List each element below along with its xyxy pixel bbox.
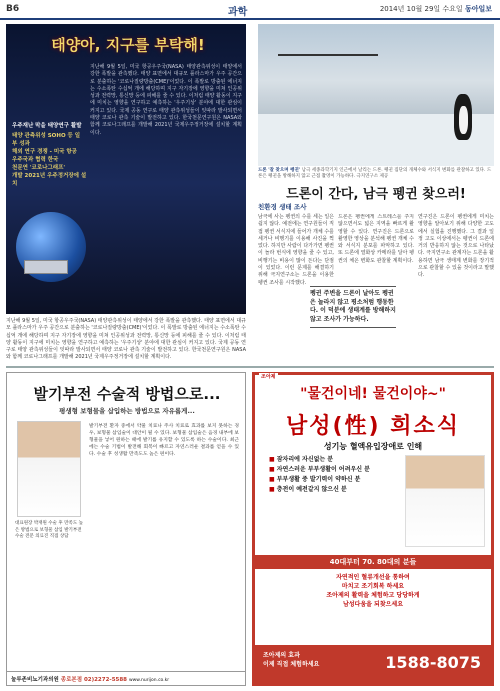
sidebox-line: 부 성과 bbox=[12, 141, 30, 147]
clinic-name: 눌루존비뇨기과의원 bbox=[11, 677, 59, 683]
ad2-bullet: ■ 충전이 예전같지 않으신 분 bbox=[269, 485, 399, 495]
ad-subhead: 평생형 보형물을 삽입하는 방법으로 자유롭게... bbox=[59, 407, 195, 415]
ad2-bullet: ■ 부부생활 중 발기력이 약하신 분 bbox=[269, 475, 399, 485]
space-article-continued: 지난해 9월 5일, 미국 항공우주국(NASA) 태양관측위성이 태양에서 강한 폭발을 관측했다. 태양 표면에서 대규모 플라스마가 우주 공간으로 분출하는 '코로나질량방출(CME)'이었다. 이 폭발로 방출된 에너지는 수소폭탄 수십억 개에 해당하며 지구 자기장에 영향을 미쳐 인공위성과 전력망, 통신망 등에 피해를 줄 수 있다. 이처럼 태양 활동이 지구에 미치는 영향을 연구하고 예측하는 '우주기상' 분야에 대한 관심이 커지고 있다. 국제 공동 연구로 태양 관측위성들이 잇따라 발사되면서 태양 코로나 관측 기술이 발전하고 있다. 한국천문연구원은 NASA와 함께 코로나그래프를 개발해 2021년 국제우주정거장에 설치할 계획이다. bbox=[6, 318, 246, 361]
clinic-advertisement bbox=[6, 372, 246, 686]
drone-article-column-2: 드론은 펭귄에게 스트레스를 주지 않으면서도 넓은 지역을 빠르게 촬영할 수 있다. 연구진은 드론으로 촬영한 영상을 분석해 펭귄 개체 수와 서식지 분포를 파악하고 있다. 또 드론에 열화상 카메라를 달아 펭귄의 체온 변화도 관찰할 계획이다. bbox=[338, 214, 414, 264]
ad2-bottom-text bbox=[263, 651, 319, 669]
space-article-title: 태양아, 지구를 부탁해! bbox=[51, 36, 205, 54]
drone-article-headline: 드론이 간다, 남극 펭귄 찾으러! bbox=[286, 187, 466, 202]
ad-doctor-caption: 대표원장 박재원 수술 후 만족도 높은 방법으로 보형물 삽입 발기부전 수술 전문 의료진 직접 상담 bbox=[15, 521, 84, 539]
space-article-body: 지난해 9월 5일, 미국 항공우주국(NASA) 태양관측위성이 태양에서 강한 폭발을 관측했다. 태양 표면에서 대규모 플라스마가 우주 공간으로 분출하는 '코로나질량방출(CME)'이었다. 이 폭발로 방출된 에너지는 수소폭탄 수십억 개에 해당하며 지구 자기장에 영향을 미쳐 인공위성과 전력망, 통신망 등에 피해를 줄 수 있다. 이처럼 태양 활동이 지구에 미치는 영향을 연구하고 예측하는 '우주기상' 분야에 대한 관심이 커지고 있다. 국제 공동 연구로 태양 관측위성들이 잇따라 발사되면서 태양 코로나 관측 기술이 발전하고 있다. 한국천문연구원은 NASA와 함께 코로나그래프를 개발해 2021년 국제우주정거장에 설치할 계획이다. bbox=[90, 64, 242, 136]
ad2-brand-tag: 조아제 bbox=[261, 374, 276, 380]
ad-footer bbox=[7, 671, 245, 685]
section-title: 과학 bbox=[228, 7, 248, 18]
issue-date bbox=[380, 4, 492, 14]
photo-caption bbox=[258, 168, 494, 180]
doctor-photo bbox=[17, 421, 81, 517]
drone-article-column-3: 연구진은 드론이 펭귄에게 미치는 영향을 알아보기 위해 다양한 고도에서 실험을 진행했다. 그 결과 일정 고도 이상에서는 펭귄이 드론에 거의 반응하지 않는 것으로 나타났다. 극지연구소 관계자는 드론을 활용하면 남극 생태계 변화를 장기적으로 관찰할 수 있을 것이라고 말했다. bbox=[418, 214, 494, 279]
sidebox-heading: 우주재난 막을 태양연구 활발 bbox=[12, 123, 82, 129]
space-article-sidebox bbox=[12, 122, 88, 188]
satellite-illustration bbox=[24, 260, 68, 274]
publication-brand: 동아일보 bbox=[464, 5, 492, 13]
page-header bbox=[0, 0, 500, 20]
clinic-phone: 02)2272-5588 bbox=[83, 677, 128, 683]
ad2-bullet: ■ 잠자리에 자신없는 분 bbox=[269, 455, 399, 465]
ad-body: 발기부전 환자 중에서 약물 치료나 주사 치료로 효과를 보지 못하는 경우, 보형물 삽입술이 대안이 될 수 있다. 보형물 삽입술은 음경 내부에 보형물을 넣어 원하는 때에 발기를 유지할 수 있도록 하는 수술이다. 최근에는 수술 기법이 발전해 회복이 빠르고 자연스러운 결과를 얻을 수 있다. 수술 후 성생활 만족도도 높은 편이다. bbox=[89, 424, 239, 457]
page-number: B6 bbox=[6, 4, 20, 14]
sidebox-line: 해외 연구 경쟁 - 미국 항공 bbox=[12, 149, 77, 155]
penguin-drone-photo bbox=[258, 24, 494, 166]
sidebox-line: 천문연 '코로나그래프' bbox=[12, 165, 66, 171]
sidebox-line: 개발 2021년 우주정거장에 설치 bbox=[12, 173, 87, 187]
ad2-bullet-list bbox=[269, 455, 399, 495]
sidebox-line: 태양 관측위성 SOHO 등 일 bbox=[12, 133, 81, 139]
ad2-subhead: 성기능 혈액유입장애로 인해 bbox=[323, 442, 423, 451]
ad2-claim-line: 자연적인 혈류개선을 통하여 bbox=[336, 574, 410, 581]
ad2-headline: 남성(性) 희소식 bbox=[285, 414, 461, 439]
ad2-spokesperson-photo bbox=[405, 455, 485, 547]
drone-article-column-1: 남극에 사는 펭귄의 수를 세는 일은 쉽지 않다. 예전에는 연구원들이 직접 펭귄 서식지에 들어가 개체 수를 세거나 비행기를 이용해 사진을 찍었다. 하지만 사람이 다가가면 펭귄이 놀라 번식에 영향을 줄 수 있고, 비행기는 비용이 많이 든다는 단점이 있었다. 이런 문제를 해결하기 위해 극지연구소는 드론을 이용한 펭귄 조사를 시작했다. bbox=[258, 214, 334, 286]
ad2-quote: "물건이네! 물건이야~" bbox=[300, 386, 446, 402]
sidebox-line: 우주국과 협력 한국 bbox=[12, 157, 59, 163]
clinic-website: www.nurijon.co.kr bbox=[128, 678, 170, 683]
ad2-claim-line: 조아제의 활력을 체험하고 당당하게 bbox=[326, 592, 420, 599]
supplement-advertisement bbox=[252, 372, 494, 686]
drone-article-subhead: 친환경 생태 조사 bbox=[258, 203, 307, 211]
photo-caption-text: 남극 세종과학기지 인근에서 날리는 드론. 펭귄 집단의 개체수와 서식지 변화를 관찰하고 있다. 드론은 펭귄을 방해하지 않고 근접 촬영이 가능하다. 극지연구소 제공 bbox=[258, 168, 492, 179]
ad2-bottom-bar bbox=[255, 645, 491, 683]
ad2-claim-line: 남성다움을 되찾으세요 bbox=[342, 601, 404, 608]
ad2-bullet: ■ 자연스러운 부부생활이 어려우신 분 bbox=[269, 465, 399, 475]
ad-headline: 발기부전 수술적 방법으로... bbox=[33, 385, 221, 403]
penguin-illustration bbox=[454, 94, 472, 140]
ad2-claim-line: 마치고 조기회복 하세요 bbox=[341, 583, 405, 590]
ad2-bottom-line: 이제 직접 체험하세요 bbox=[263, 661, 320, 668]
photo-caption-title: 드론 '잘 찾으며 펭귄' bbox=[258, 168, 301, 173]
ad2-claims bbox=[269, 573, 477, 609]
section-divider bbox=[6, 366, 494, 368]
drone-illustration bbox=[278, 54, 378, 94]
issue-date-text: 2014년 10월 29일 수요일 bbox=[379, 5, 463, 13]
ad2-bottom-line: 조아제의 효과 bbox=[263, 652, 300, 659]
drone-article-pullquote: 펭귄 주변을 드론이 날아도 펭귄은 놀라지 않고 평소처럼 행동한다. 이 덕분에 생태계를 방해하지 않고 조사가 가능하다. bbox=[310, 286, 396, 328]
ad2-age-band: 40대부터 70. 80대의 분들 bbox=[255, 555, 491, 569]
ad2-phone-number: 1588-8075 bbox=[385, 653, 481, 672]
space-article bbox=[6, 24, 246, 314]
clinic-branch: 종로본점 bbox=[60, 677, 83, 683]
